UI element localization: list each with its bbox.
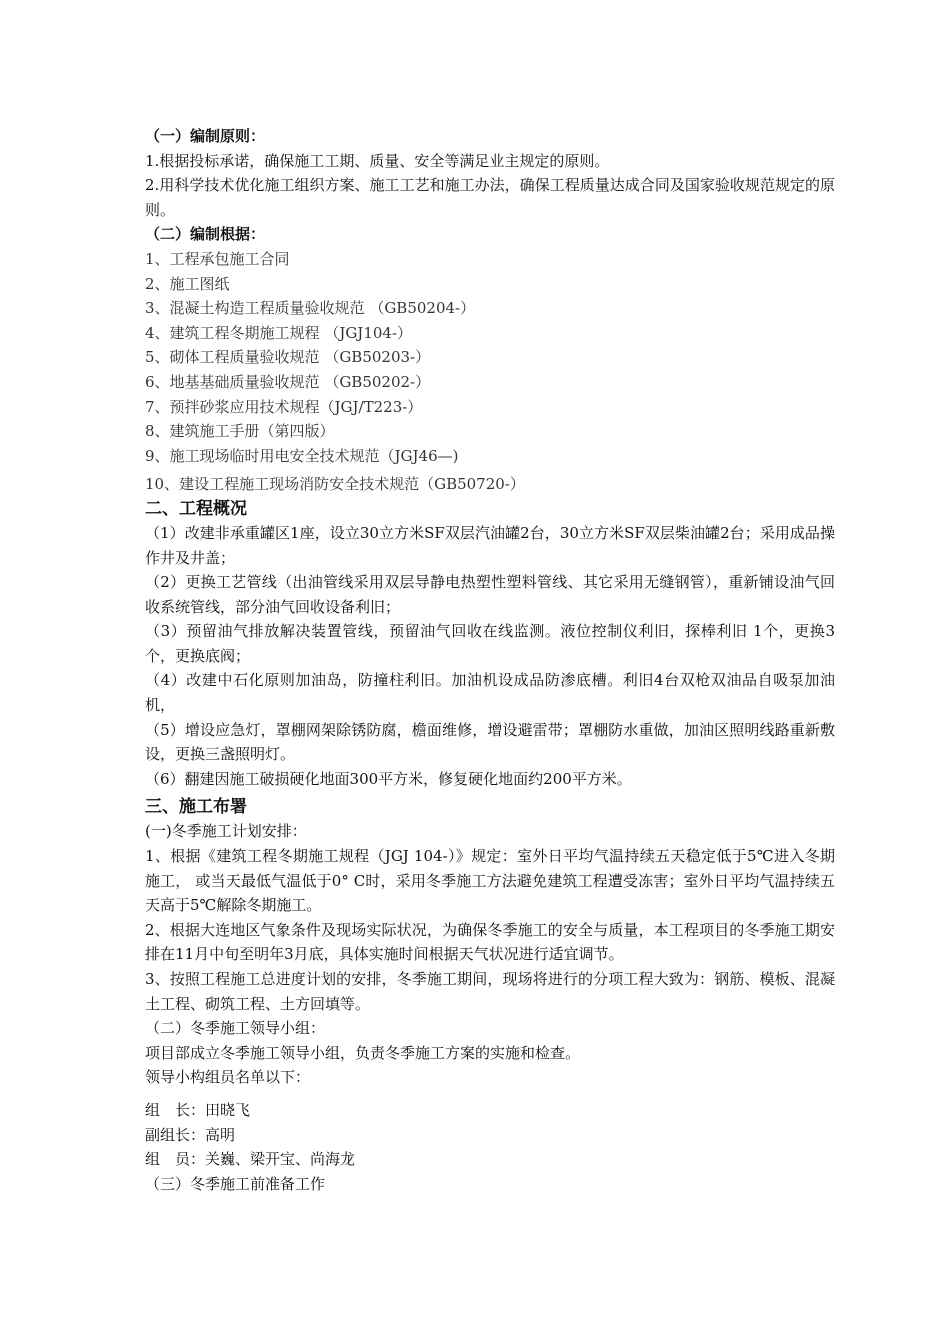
- subheading-leadership-group: （二）冬季施工领导小组：: [145, 1019, 326, 1038]
- basis-item: 8、建筑施工手册（第四版）: [145, 422, 335, 441]
- overview-item: （5）增设应急灯，罩棚网架除锈防腐，檐面维修，增设避雷带；罩棚防水重做，加油区照明线路重新敷设，更换三盏照明灯。: [145, 720, 835, 764]
- overview-item: （3）预留油气排放解决装置管线，预留油气回收在线监测。液位控制仪利旧，探棒利旧 1个，更换3个，更换底阀；: [145, 622, 835, 665]
- group-members: 组 员：关巍、梁开宝、尚海龙: [145, 1150, 356, 1169]
- vice-group-leader: 副组长：高明: [145, 1125, 236, 1144]
- leadership-description: 项目部成立冬季施工领导小组，负责冬季施工方案的实施和检查。: [145, 1043, 581, 1062]
- basis-item: 10、建设工程施工现场消防安全技术规范（GB50720-）: [145, 475, 525, 494]
- principle-1: 1.根据投标承诺，确保施工工期、质量、安全等满足业主规定的原则。: [145, 151, 610, 170]
- basis-item: 9、施工现场临时用电安全技术规范（JGJ46—): [145, 446, 459, 465]
- document-body: [145, 124, 835, 1196]
- basis-item: 5、砌体工程质量验收规范 （GB50203-）: [145, 348, 431, 367]
- basis-item: 2、施工图纸: [145, 274, 230, 293]
- plan-item: 3、按照工程施工总进度计划的安排，冬季施工期间，现场将进行的分项工程大致为：钢筋、模板、混凝土工程、砌筑工程、土方回填等。: [145, 970, 835, 1013]
- heading-project-overview: 二、工程概况: [145, 498, 247, 519]
- overview-item: （6）翻建因施工破损硬化地面300平方米，修复硬化地面约200平方米。: [145, 769, 632, 788]
- section-heading-principles: （一）编制原则：: [145, 127, 266, 145]
- principle-2: 2.用科学技术优化施工组织方案、施工工艺和施工办法，确保工程质量达成合同及国家验收规范规定的原则。: [145, 176, 835, 219]
- basis-item: 6、地基基础质量验收规范 （GB50202-）: [145, 372, 431, 391]
- leadership-list-intro: 领导小构组员名单以下：: [145, 1068, 311, 1087]
- subheading-winter-plan: (一)冬季施工计划安排：: [145, 822, 307, 841]
- plan-item: 2、根据大连地区气象条件及现场实际状况，为确保冬季施工的安全与质量，本工程项目的冬季施工期安排在11月中旬至明年3月底，具体实施时间根据天气状况进行适宜调节。: [145, 920, 835, 964]
- basis-item: 3、混凝土构造工程质量验收规范 （GB50204-）: [145, 299, 476, 318]
- subheading-winter-preparation: （三）冬季施工前准备工作: [145, 1174, 326, 1193]
- heading-construction-layout: 三、施工布署: [145, 797, 247, 818]
- overview-item: （2）更换工艺管线（出油管线采用双层导静电热塑性塑料管线、其它采用无缝钢管），重新铺设油气回收系统管线，部分油气回收设备利旧；: [145, 573, 835, 616]
- overview-item: （4）改建中石化原则加油岛，防撞柱利旧。加油机设成品防渗底槽。利旧4台双枪双油品自吸泵加油机，: [145, 671, 835, 715]
- basis-item: 7、预拌砂浆应用技术规程（JGJ/T223-）: [145, 397, 423, 416]
- overview-item: （1）改建非承重罐区1座，设立30立方米SF双层汽油罐2台，30立方米SF双层柴油罐2台；采用成品操作井及井盖；: [145, 523, 835, 567]
- plan-item: 1、根据《建筑工程冬期施工规程（JGJ 104-）》规定：室外日平均气温持续五天稳定低于5℃进入冬期施工， 或当天最低气温低于0° C时，采用冬季施工方法避免建筑工程遭受冻害；室外日平均气温持续五天高于5℃解除冬期施工。: [145, 847, 835, 915]
- section-heading-basis: （二）编制根据：: [145, 225, 266, 244]
- group-leader: 组 长：田晓飞: [145, 1100, 251, 1119]
- basis-item: 1、工程承包施工合同: [145, 249, 290, 268]
- basis-item: 4、建筑工程冬期施工规程 （JGJ104-）: [145, 323, 413, 342]
